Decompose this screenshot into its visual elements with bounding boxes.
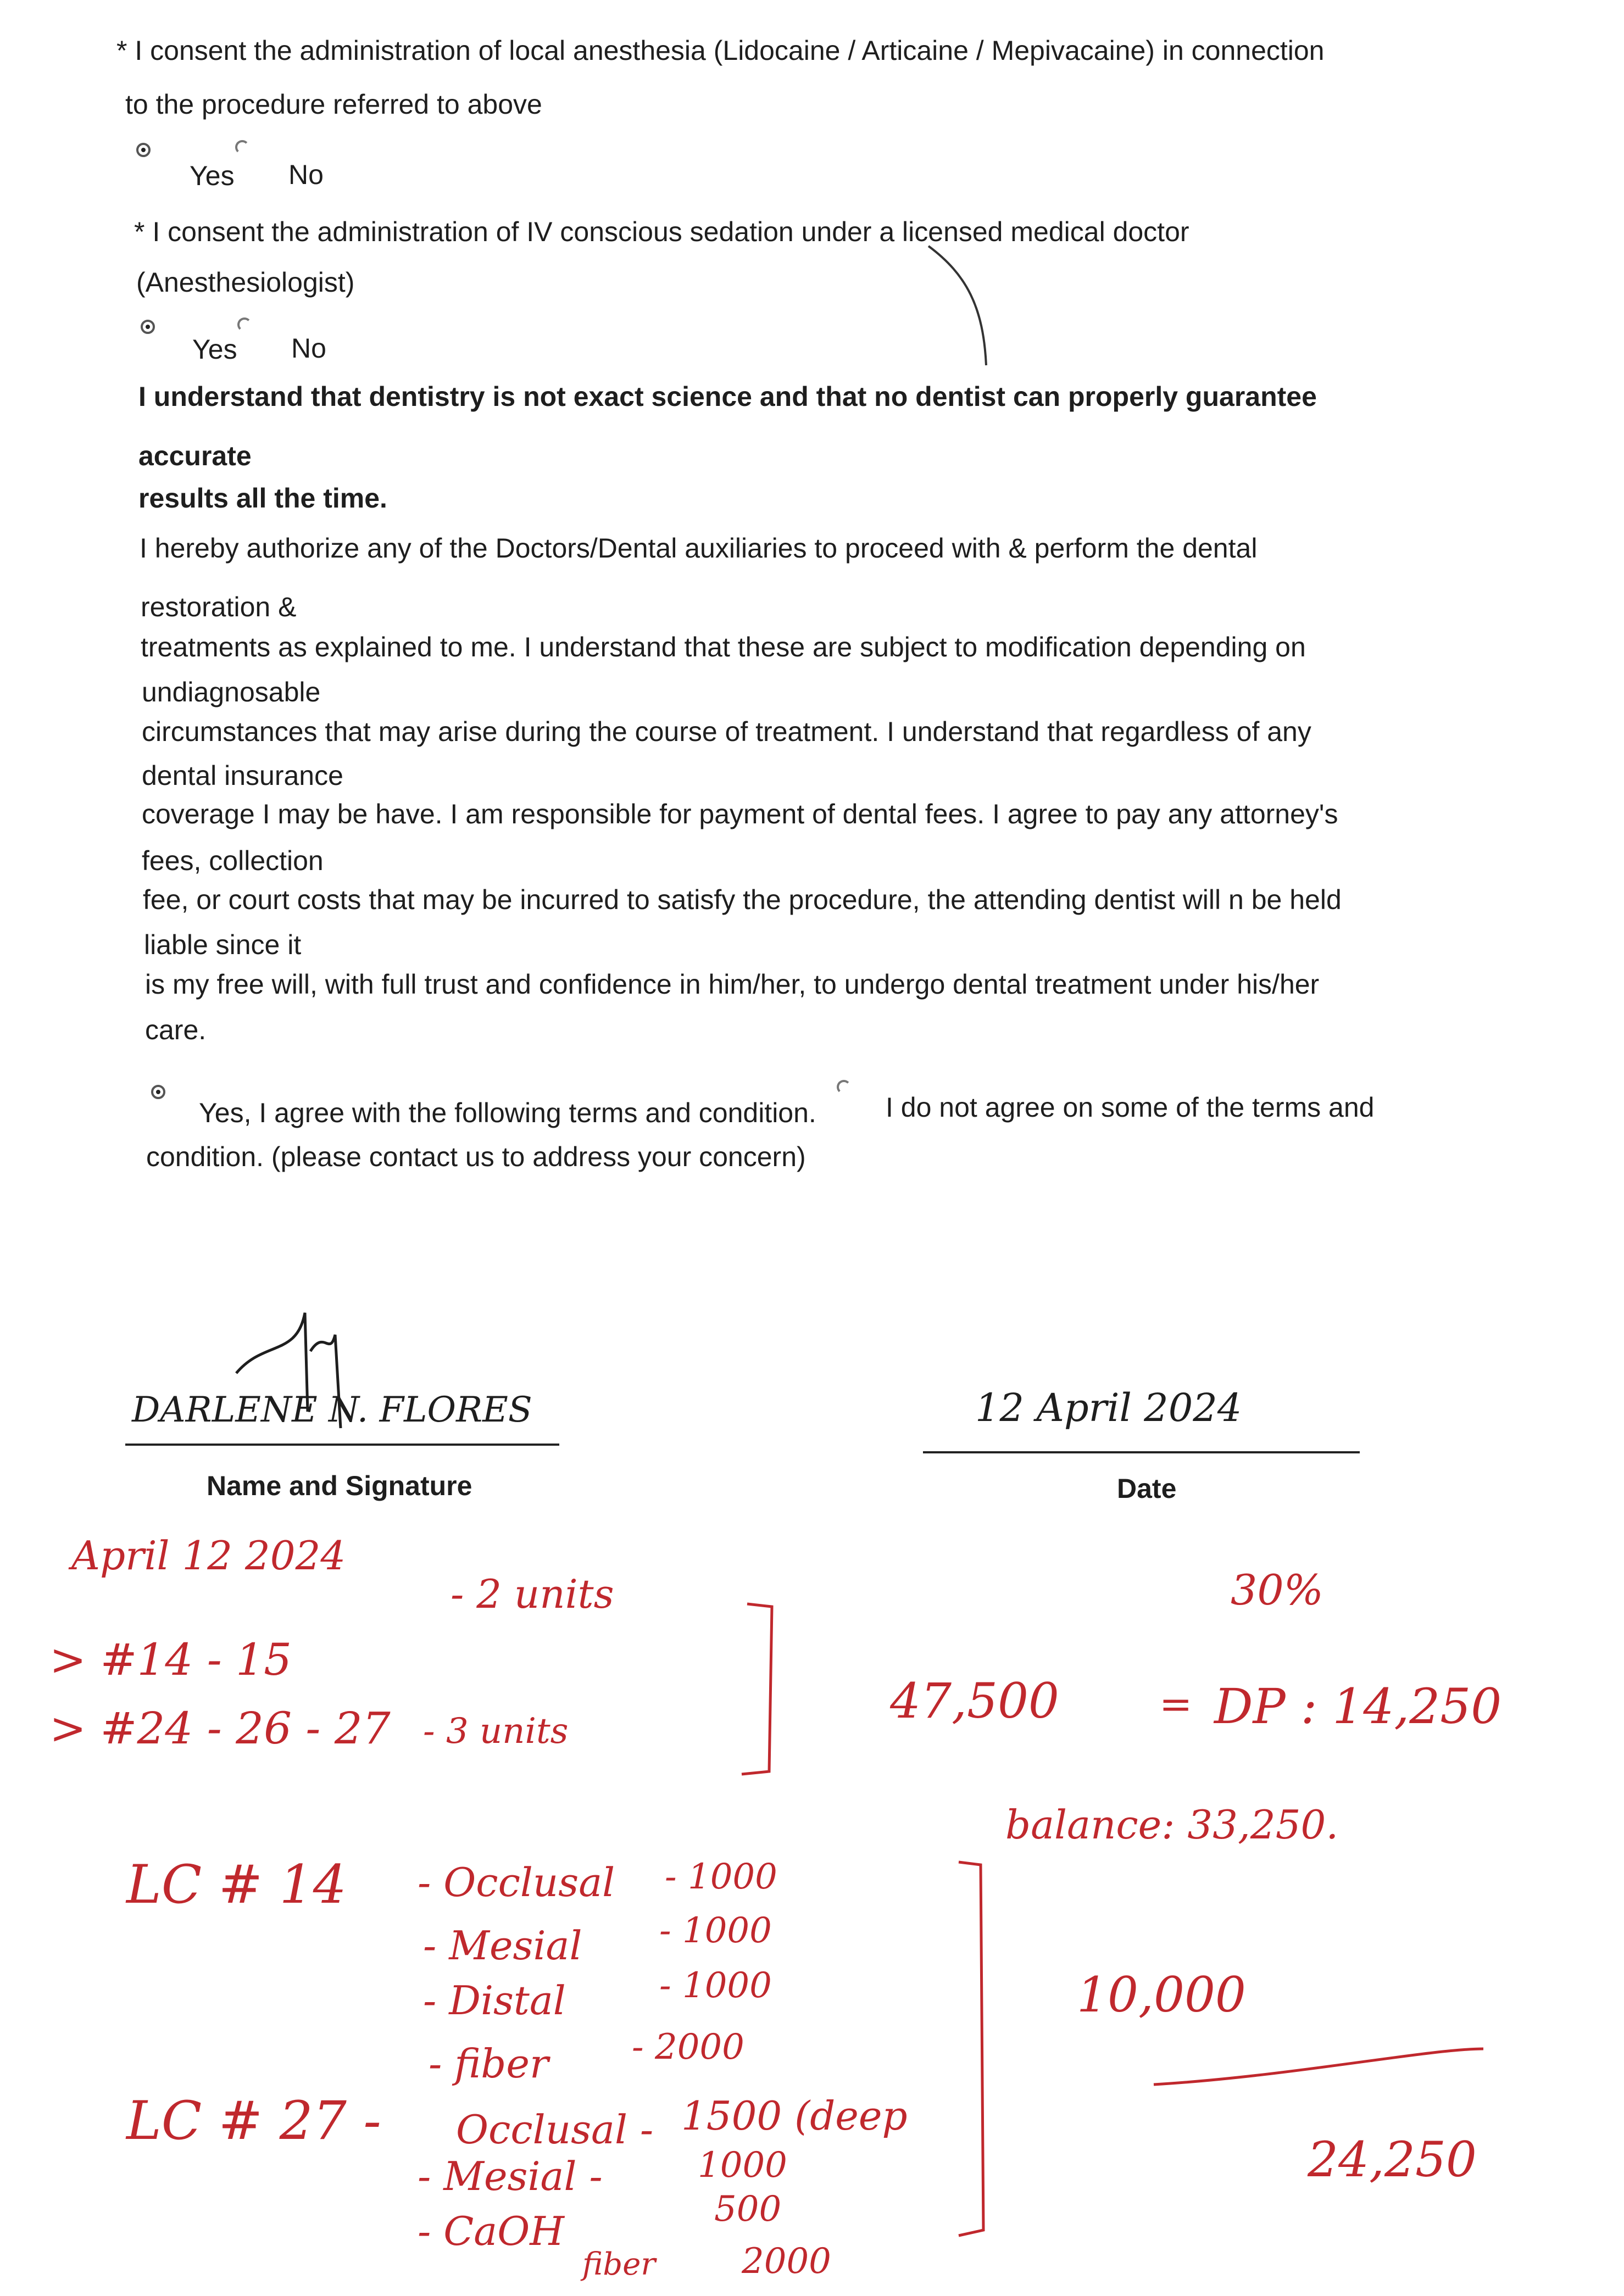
note-lc14-item: - Mesial bbox=[423, 1922, 582, 1969]
name-signature-label: Name and Signature bbox=[207, 1470, 472, 1501]
note-lc14-item: - Occlusal bbox=[418, 1859, 615, 1905]
note-lc14-price: - 1000 bbox=[659, 1965, 772, 2006]
authorize-line: treatments as explained to me. I understand that these are subject to modification depending on bbox=[141, 632, 1306, 662]
note-lc14-item: - Distal bbox=[423, 1977, 566, 2024]
note-lc14-item: - fiber bbox=[429, 2041, 549, 2087]
handwritten-date: 12 April 2024 bbox=[975, 1385, 1242, 1430]
consent-local-no-radio[interactable] bbox=[235, 140, 249, 154]
disagree-radio[interactable] bbox=[837, 1080, 851, 1094]
signature-line bbox=[125, 1444, 559, 1446]
note-equals: = bbox=[1159, 1681, 1193, 1727]
note-balance: balance: 33,250. bbox=[1005, 1802, 1339, 1848]
note-lc14-price: - 1000 bbox=[665, 1857, 777, 1897]
consent-local-text-2: to the procedure referred to above bbox=[125, 89, 542, 120]
note-lc27-price: 500 bbox=[714, 2189, 782, 2230]
note-lc27-price: 1000 bbox=[698, 2145, 787, 2186]
date-line bbox=[923, 1451, 1360, 1453]
disagree-label: I do not agree on some of the terms and bbox=[886, 1092, 1375, 1123]
disagree-label-continued: condition. (please contact us to address your concern) bbox=[146, 1141, 806, 1172]
authorize-line: fee, or court costs that may be incurred to satisfy the procedure, the attending dentist will n be held bbox=[143, 884, 1342, 915]
note-lc27-price: 2000 bbox=[742, 2241, 831, 2282]
bracket-lc bbox=[959, 1862, 983, 2236]
authorize-line: circumstances that may arise during the course of treatment. I understand that regardless of any bbox=[142, 716, 1311, 747]
understand-text-3: results all the time. bbox=[138, 483, 387, 514]
consent-local-yes-label: Yes bbox=[190, 160, 235, 191]
note-dp-percent: 30% bbox=[1231, 1565, 1323, 1614]
note-units-b: - 3 units bbox=[423, 1711, 569, 1752]
understand-text-2: accurate bbox=[138, 441, 252, 471]
consent-iv-yes-label: Yes bbox=[192, 334, 237, 365]
consent-local-no-label: No bbox=[288, 159, 324, 190]
note-lc14-label: LC # 14 bbox=[126, 1854, 347, 1915]
note-lc14-price: - 2000 bbox=[632, 2027, 744, 2067]
subtotal-underline bbox=[1154, 2049, 1483, 2085]
date-label: Date bbox=[1117, 1473, 1177, 1504]
authorize-line: restoration & bbox=[141, 592, 297, 622]
consent-iv-text-1: * I consent the administration of IV conscious sedation under a licensed medical doctor bbox=[134, 216, 1189, 247]
authorize-line: dental insurance bbox=[142, 760, 343, 791]
authorize-line: liable since it bbox=[144, 929, 302, 960]
note-lc27-label: LC # 27 - bbox=[126, 2090, 381, 2152]
note-teeth-a: > #14 - 15 bbox=[49, 1634, 292, 1685]
note-downpayment: DP : 14,250 bbox=[1214, 1678, 1502, 1735]
note-lc27-item: fiber bbox=[582, 2247, 656, 2282]
authorize-line: is my free will, with full trust and confidence in him/her, to undergo dental treatment under his/her bbox=[145, 969, 1320, 1000]
authorize-line: coverage I may be have. I am responsible for payment of dental fees. I agree to pay any attorney's bbox=[142, 799, 1338, 829]
handwritten-signature-name: DARLENE N. FLORES bbox=[132, 1390, 532, 1430]
bracket-units bbox=[742, 1604, 772, 1774]
note-lc14-price: - 1000 bbox=[659, 1910, 772, 1951]
authorize-line: undiagnosable bbox=[142, 677, 321, 707]
note-teeth-b: > #24 - 26 - 27 bbox=[49, 1703, 391, 1754]
consent-iv-no-radio[interactable] bbox=[237, 317, 252, 332]
authorize-line: I hereby authorize any of the Doctors/Dental auxiliaries to proceed with & perform the dental bbox=[140, 533, 1258, 564]
consent-local-yes-radio[interactable] bbox=[136, 143, 151, 157]
note-lc27-price: 1500 (deep bbox=[681, 2093, 908, 2139]
consent-local-text-1: * I consent the administration of local anesthesia (Lidocaine / Articaine / Mepivacaine) in connection bbox=[116, 35, 1325, 66]
note-total: 47,500 bbox=[890, 1673, 1059, 1729]
consent-iv-yes-radio[interactable] bbox=[141, 320, 155, 334]
agree-label: Yes, I agree with the following terms and condition. bbox=[199, 1097, 816, 1128]
authorize-line: care. bbox=[145, 1015, 207, 1045]
note-lc27-item: - CaOH bbox=[418, 2208, 565, 2254]
note-remaining: 24,250 bbox=[1308, 2131, 1477, 2188]
consent-iv-no-label: No bbox=[291, 333, 326, 364]
note-payment: 10,000 bbox=[1077, 1966, 1246, 2023]
understand-text-1: I understand that dentistry is not exact science and that no dentist can properly guarantee bbox=[138, 381, 1317, 412]
pen-mark bbox=[928, 246, 986, 365]
note-date: April 12 2024 bbox=[71, 1532, 346, 1579]
note-units-a: - 2 units bbox=[451, 1571, 614, 1617]
note-lc27-item: Occlusal - bbox=[456, 2106, 654, 2153]
note-lc27-item: - Mesial - bbox=[418, 2153, 603, 2199]
agree-radio[interactable] bbox=[151, 1085, 165, 1099]
consent-iv-text-2: (Anesthesiologist) bbox=[136, 267, 355, 298]
authorize-line: fees, collection bbox=[142, 845, 324, 876]
